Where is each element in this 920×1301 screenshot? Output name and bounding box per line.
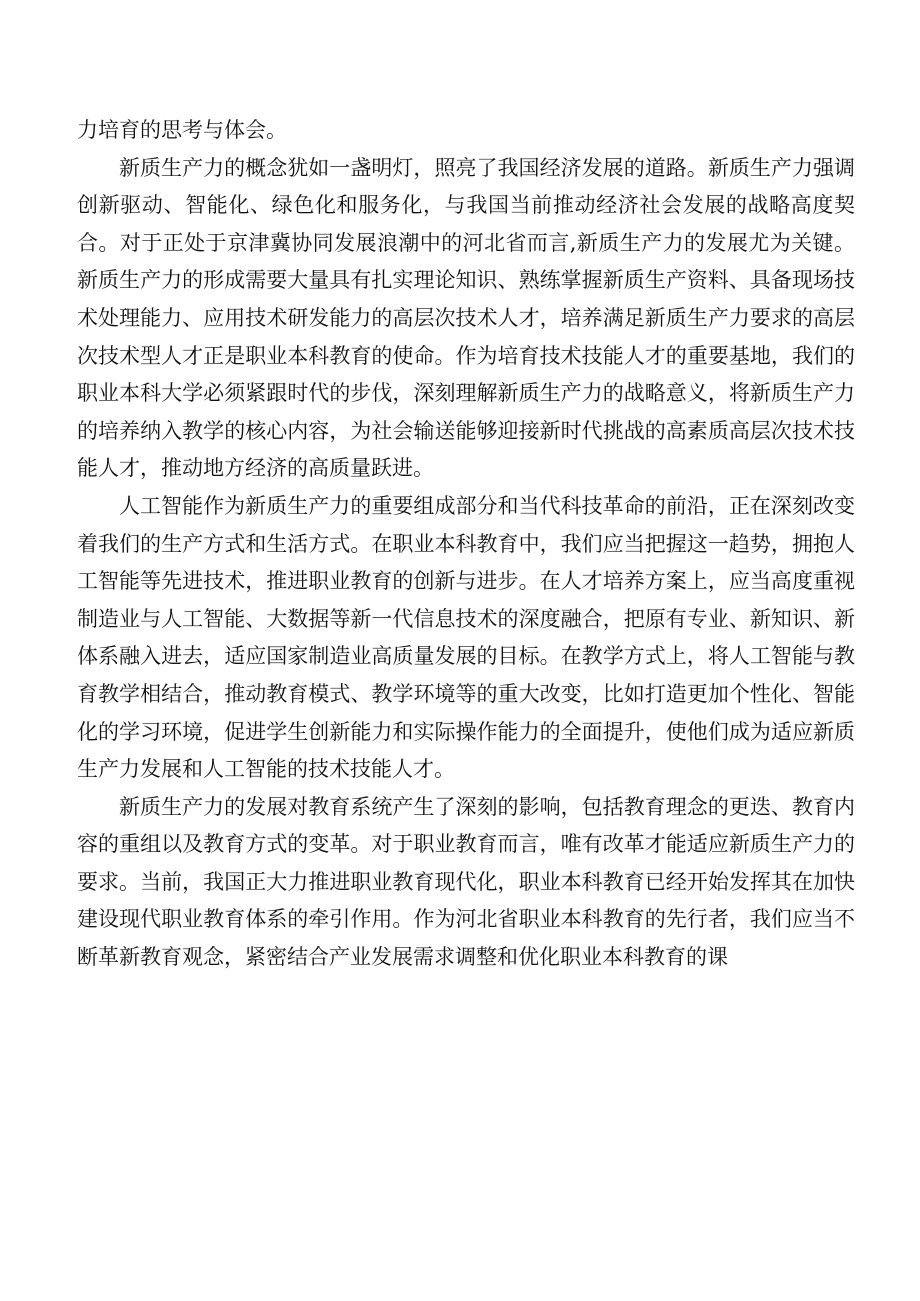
paragraph-continuation: 力培育的思考与体会。 [77, 118, 287, 142]
paragraph-new-quality-productivity: 新质生产力的概念犹如一盏明灯，照亮了我国经济发展的道路。新质生产力强调创新驱动、智能化、绿色化和服务化，与我国当前推动经济社会发展的战略高度契合。对于正处于京津冀协同发展浪潮中的河北省而言,新质生产力的发展尤为关键。新质生产力的形成需要大量具有扎实理论知识、熟练掌握新质生产资料、具备现场技术处理能力、应用技术研发能力的高层次技术人才，培养满足新质生产力要求的高层次技术型人才正是职业本科教育的使命。作为培育技术技能人才的重要基地，我们的职业本科大学必须紧跟时代的步伐，深刻理解新质生产力的战略意义，将新质生产力的培养纳入教学的核心内容，为社会输送能够迎接新时代挑战的高素质高层次技术技能人才，推动地方经济的高质量跃进。 [77, 155, 855, 481]
document-body [77, 112, 855, 977]
paragraph-artificial-intelligence: 人工智能作为新质生产力的重要组成部分和当代科技革命的前沿，正在深刻改变着我们的生产方式和生活方式。在职业本科教育中，我们应当把握这一趋势，拥抱人工智能等先进技术，推进职业教育的创新与进步。在人才培养方案上，应当高度重视制造业与人工智能、大数据等新一代信息技术的深度融合，把原有专业、新知识、新体系融入进去，适应国家制造业高质量发展的目标。在教学方式上，将人工智能与教育教学相结合，推动教育模式、教学环境等的重大改变，比如打造更加个性化、智能化的学习环境，促进学生创新能力和实际操作能力的全面提升，使他们成为适应新质生产力发展和人工智能的技术技能人才。 [77, 493, 855, 782]
paragraph-education-reform: 新质生产力的发展对教育系统产生了深刻的影响，包括教育理念的更迭、教育内容的重组以及教育方式的变革。对于职业教育而言，唯有改革才能适应新质生产力的要求。当前，我国正大力推进职业教育现代化，职业本科教育已经开始发挥其在加快建设现代职业教育体系的牵引作用。作为河北省职业本科教育的先行者，我们应当不断革新教育观念，紧密结合产业发展需求调整和优化职业本科教育的课 [77, 794, 855, 970]
